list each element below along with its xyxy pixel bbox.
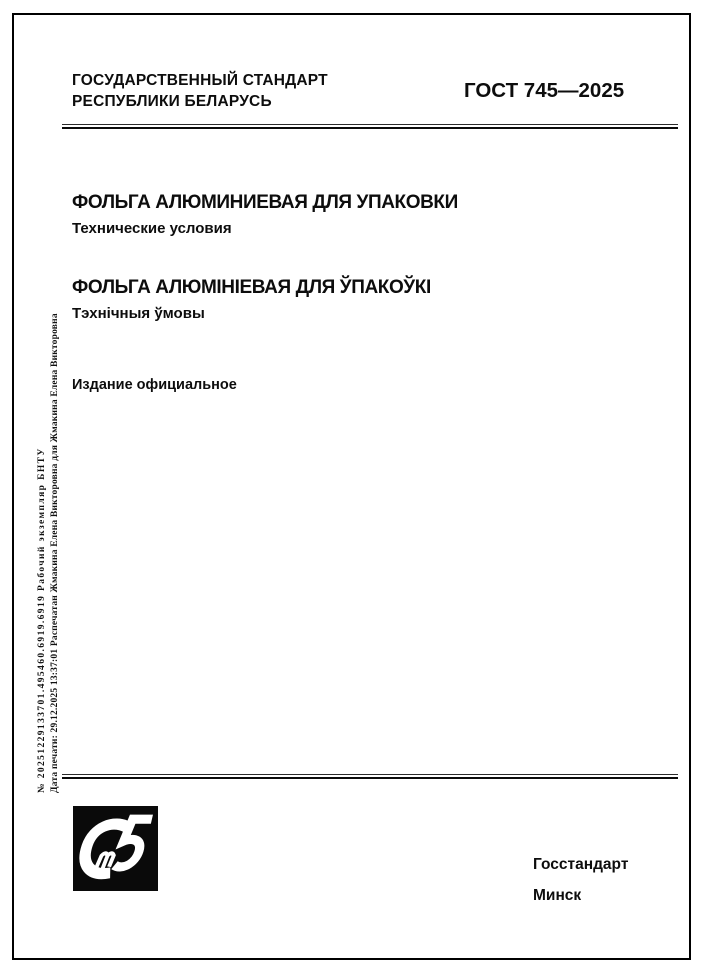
org-line1: ГОСУДАРСТВЕННЫЙ СТАНДАРТ (72, 72, 328, 89)
title-belarusian: ФОЛЬГА АЛЮМІНІЕВАЯ ДЛЯ ЎПАКОЎКІ (72, 277, 431, 298)
publisher-city: Минск (533, 887, 582, 904)
title-russian: ФОЛЬГА АЛЮМИНИЕВАЯ ДЛЯ УПАКОВКИ (72, 192, 458, 213)
edition-note: Издание официальное (72, 377, 237, 393)
standard-number: ГОСТ 745—2025 (464, 79, 625, 102)
footer-divider-rule (62, 774, 678, 779)
stb-logo-icon (73, 806, 158, 891)
watermark-copy-number: № 20251229133701.495460.6919.6919 Рабочий экземпляр БНТУ (37, 447, 47, 793)
publisher-name: Госстандарт (533, 856, 629, 873)
publisher-block (533, 849, 628, 911)
subtitle-russian: Технические условия (72, 220, 232, 237)
print-watermark (36, 245, 61, 793)
watermark-print-date: Дата печати: 29.12.2025 13:37:01 Распечатан Жмакина Елена Викторовна для Жмакина Елена Викторовна (49, 313, 60, 793)
subtitle-belarusian: Тэхнічныя ўмовы (72, 305, 205, 322)
header-divider-rule (62, 124, 678, 129)
org-line2: РЕСПУБЛИКИ БЕЛАРУСЬ (72, 93, 272, 110)
issuing-organization (72, 70, 328, 112)
